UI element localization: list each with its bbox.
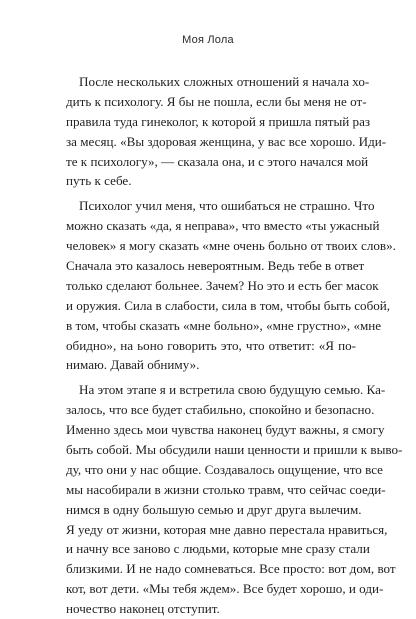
text-line: После нескольких сложных отношений я начала хо- [79, 74, 370, 89]
text-line: Сначала это казалось невероятным. Ведь тебе в ответ [66, 258, 365, 274]
text-line: залось, что все будет стабильно, спокойно и безопасно. [66, 402, 375, 418]
text-line: обидно», на ьоно говорить это, что ответит: «Я по- [66, 337, 356, 353]
text-line: и оружия. Сила в слабости, сила в том, чтобы быть собой, [66, 297, 391, 313]
text-line: только сделают больнее. Зачем? Но это и есть бег масок [66, 277, 379, 293]
text-line: ночество наконец отступит. [66, 601, 220, 617]
text-line: человек» я могу сказать «мне очень больно от твоих слов». [66, 238, 396, 254]
paragraph-3 [66, 380, 403, 619]
text-line: На этом этапе я и встретила свою будущую семью. Ка- [79, 382, 386, 398]
text-line: мы насобирали в жизни столько травм, что сейчас соеди- [66, 481, 386, 497]
text-line: быть собой. Мы обсудили наши ценности и пришли к выво- [66, 442, 403, 458]
paragraph-2 [66, 196, 396, 375]
text-line: дить к психологу. Я бы не пошла, если бы меня не от- [66, 93, 367, 109]
text-line: нимаю. Давай обниму». [66, 357, 200, 373]
text-line: близкими. И не надо сомневаться. Все просто: вот дом, вот [66, 561, 396, 577]
text-line: можно сказать «да, я неправа», что вместо «ты ужасный [66, 218, 380, 234]
running-title: Моя Лола [182, 34, 234, 46]
text-line: в том, чтобы сказать «мне больно», «мне грустно», «мне [66, 317, 382, 333]
text-line: путь к себе. [66, 173, 132, 189]
text-line: кот, вот дети. «Мы тебя ждем». Все будет хорошо, и оди- [66, 581, 384, 597]
text-line: за месяц. «Вы здоровая женщина, у вас все хорошо. Иди- [66, 133, 387, 149]
body-text [66, 72, 403, 619]
text-line: ду, что они у нас общие. Создавалось ощущение, что все [66, 461, 383, 477]
text-line: и начну все заново с людьми, которые мне сразу стали [66, 541, 370, 557]
text-line: нимся в одну большую семью и друг друга вылечим. [66, 501, 362, 517]
text-line: Психолог учил меня, что ошибаться не страшно. Что [79, 198, 375, 214]
text-line: правила туда гинеколог, к которой я пришла пятый раз [66, 113, 371, 129]
text-line: Я уеду от жизни, которая мне давно перестала нравиться, [66, 521, 388, 537]
text-line: те к психологу», — сказала она, и с этого начался мой [66, 153, 369, 169]
paragraph-1 [66, 72, 387, 191]
text-line: Именно здесь мои чувства наконец будут важны, я смогу [66, 422, 385, 438]
